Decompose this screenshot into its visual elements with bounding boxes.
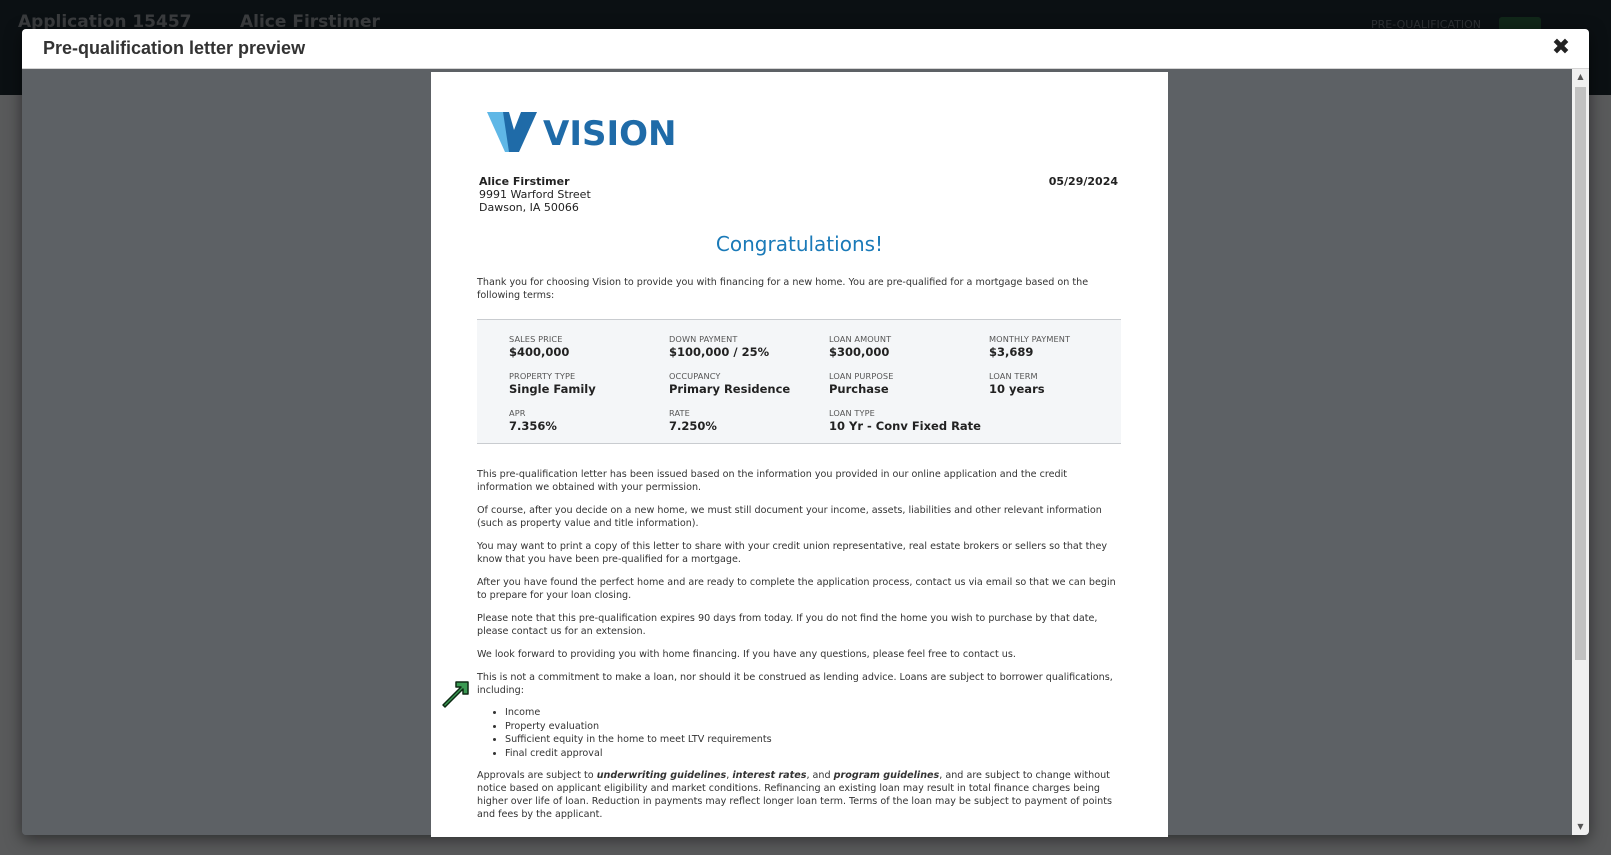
approvals-text: , and are subject to change without notice based on applicant eligibility and market conditions. Refinancing an existing loan may result in total finance charges being higher over life of loan. Reduction in payments may reflect longer loan term. Terms of the loan may be subject to payment of points and fees by the applicant. — [477, 770, 1113, 820]
term-loan-term — [989, 371, 1149, 396]
vertical-scrollbar[interactable] — [1572, 69, 1589, 835]
recipient-address — [479, 175, 591, 214]
term-apr — [509, 408, 669, 433]
term-property-type — [509, 371, 669, 396]
list-item: • Income — [505, 706, 1121, 720]
body-paragraph: We look forward to providing you with home financing. If you have any questions, please feel free to contact us. — [477, 649, 1016, 660]
vision-logo-icon — [487, 112, 541, 154]
approvals-term: underwriting guidelines — [596, 770, 727, 781]
term-loan-type — [829, 408, 1069, 433]
modal-title: Pre-qualification letter preview — [43, 38, 306, 58]
term-value: $3,689 — [989, 345, 1034, 359]
scrollbar-thumb[interactable] — [1575, 87, 1586, 660]
term-value: Purchase — [829, 382, 889, 396]
body-paragraph: You may want to print a copy of this letter to share with your credit union representative, real estate brokers or sellers so that they know that you have been pre-qualified for a mortgage. — [477, 541, 1108, 565]
body-paragraph: This is not a commitment to make a loan, nor should it be construed as lending advice. Loans are subject to borrower qualifications, including: — [477, 672, 1113, 696]
body-paragraph: Please note that this pre-qualification expires 90 days from today. If you do not find the home you wish to purchase by that date, please contact us for an extension. — [477, 613, 1098, 637]
term-label: OCCUPANCY — [669, 371, 721, 381]
recipient-city: Dawson, IA 50066 — [479, 201, 579, 214]
term-label: SALES PRICE — [509, 334, 563, 344]
logo-text: VISION — [543, 114, 677, 154]
term-occupancy — [669, 371, 829, 396]
scroll-up-icon[interactable]: ▲ — [1577, 72, 1584, 81]
term-value: $400,000 — [509, 345, 570, 359]
term-value: Primary Residence — [669, 382, 791, 396]
body-paragraph: Of course, after you decide on a new home, we must still document your income, assets, liabilities and other relevant information (such as property value and title information). — [477, 505, 1102, 529]
list-item: • Final credit approval — [505, 747, 1121, 761]
term-label: LOAN TERM — [989, 371, 1038, 381]
modal-header — [22, 29, 1589, 69]
list-item: • Property evaluation — [505, 720, 1121, 734]
term-rate — [669, 408, 829, 433]
term-loan-purpose — [829, 371, 989, 396]
pointer-arrow-icon — [440, 677, 472, 709]
approvals-term: interest rates — [732, 770, 807, 781]
term-label: APR — [509, 408, 526, 418]
approvals-text: , and — [806, 770, 834, 781]
approvals-text: Approvals are subject to — [477, 770, 597, 781]
letter-body — [477, 468, 1121, 831]
term-value: 7.356% — [509, 419, 557, 433]
list-item: • Sufficient equity in the home to meet LTV requirements — [505, 733, 1121, 747]
body-paragraph: After you have found the perfect home and are ready to complete the application process, contact us via email so that we can begin to prepare for your loan closing. — [477, 577, 1116, 601]
close-icon[interactable]: ✖ — [1551, 35, 1571, 60]
recipient-name: Alice Firstimer — [479, 175, 570, 188]
loan-terms-panel — [477, 319, 1121, 444]
term-label: LOAN TYPE — [829, 408, 875, 418]
term-value: 10 Yr - Conv Fixed Rate — [829, 419, 981, 433]
term-label: LOAN PURPOSE — [829, 371, 894, 381]
term-value: $300,000 — [829, 345, 890, 359]
recipient-street: 9991 Warford Street — [479, 188, 591, 201]
intro-paragraph: Thank you for choosing Vision to provide you with financing for a new home. You are pre-qualified for a mortgage based on the following terms: — [477, 277, 1089, 301]
term-value: Single Family — [509, 382, 596, 396]
term-sales-price — [509, 334, 669, 359]
term-value: 7.250% — [669, 419, 717, 433]
term-monthly-payment — [989, 334, 1149, 359]
term-label: MONTHLY PAYMENT — [989, 334, 1071, 344]
term-down-payment — [669, 334, 829, 359]
approvals-paragraph — [477, 769, 1121, 821]
letter-heading: Congratulations! — [715, 232, 884, 256]
term-value: $100,000 / 25% — [669, 345, 770, 359]
term-loan-amount — [829, 334, 989, 359]
scroll-down-icon[interactable]: ▼ — [1577, 822, 1584, 831]
term-value: 10 years — [989, 382, 1045, 396]
term-label: PROPERTY TYPE — [509, 371, 576, 381]
term-label: LOAN AMOUNT — [829, 334, 892, 344]
term-label: RATE — [669, 408, 690, 418]
letter-date: 05/29/2024 — [1048, 175, 1118, 188]
approvals-text: , — [726, 770, 733, 781]
vision-logo — [487, 112, 677, 154]
letter-page — [431, 72, 1168, 837]
term-label: DOWN PAYMENT — [669, 334, 738, 344]
body-paragraph: This pre-qualification letter has been issued based on the information you provided in our online application and the credit information we obtained with your permission. — [477, 469, 1068, 493]
approvals-term: program guidelines — [833, 770, 940, 781]
qualifications-list — [505, 706, 1121, 760]
